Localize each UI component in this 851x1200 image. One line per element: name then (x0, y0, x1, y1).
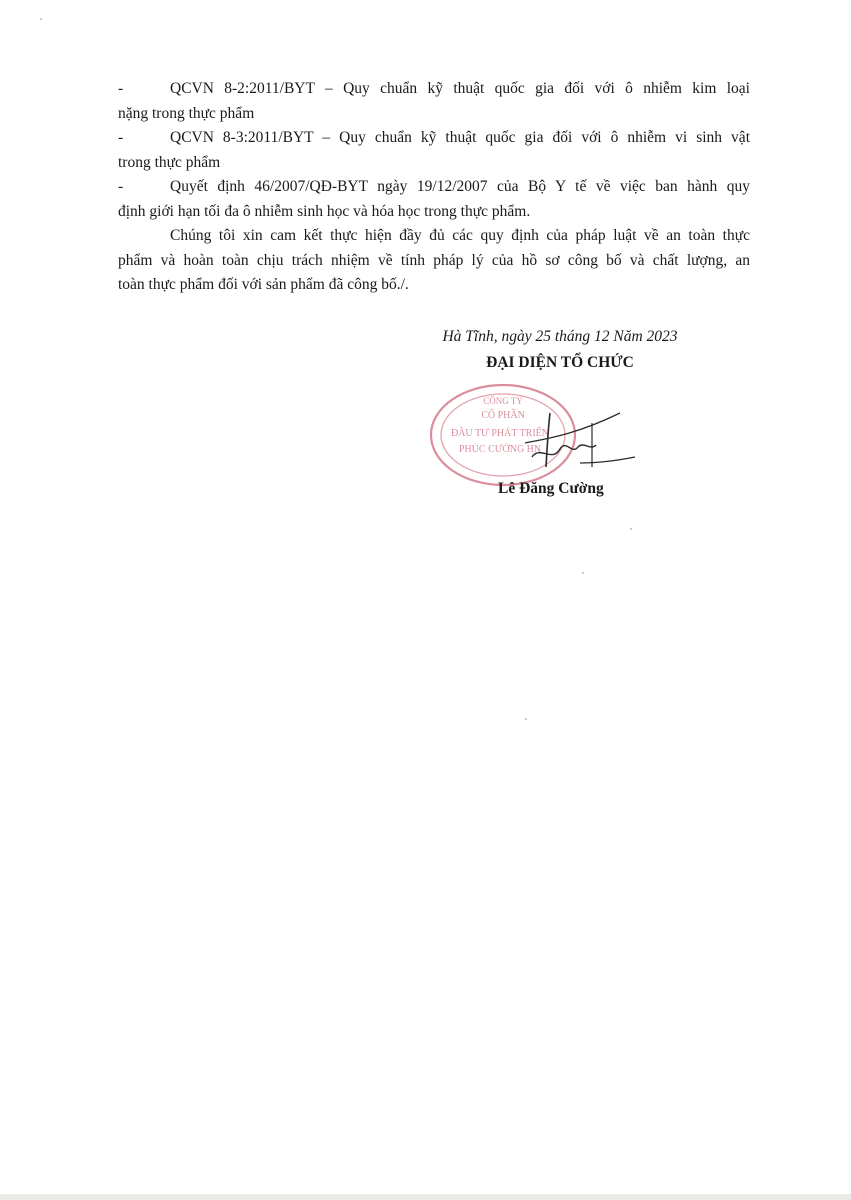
document-body (118, 77, 750, 298)
commitment-line-3: toàn thực phẩm đối với sản phẩm đã công bố./. (118, 276, 409, 293)
list-item-continuation: nặng trong thực phẩm (118, 104, 255, 122)
commitment-paragraph (118, 224, 750, 298)
scan-speck (582, 572, 584, 574)
commitment-line-1: Chúng tôi xin cam kết thực hiện đầy đủ các quy định của pháp luật về an toàn thực (170, 227, 750, 244)
scan-speck (40, 18, 42, 20)
list-item-first-line: QCVN 8-2:2011/BYT – Quy chuẩn kỹ thuật quốc gia đối với ô nhiễm kim loại (170, 80, 750, 97)
list-marker: - (118, 80, 124, 97)
list-item (118, 77, 750, 126)
list-item-continuation: trong thực phẩm (118, 153, 221, 171)
list-item-first-line: QCVN 8-3:2011/BYT – Quy chuẩn kỹ thuật quốc gia đối với ô nhiễm vi sinh vật (170, 129, 750, 146)
list-marker: - (118, 129, 124, 146)
list-item (118, 175, 750, 224)
stamp-line-3: ĐẦU TƯ PHÁT TRIỂN (450, 428, 550, 439)
representative-title: ĐẠI DIỆN TỔ CHỨC (486, 354, 634, 371)
signature-block (400, 326, 720, 374)
stamp-line-1: CÔNG TY (483, 396, 523, 406)
stamp-line-2: CỔ PHẦN (481, 410, 525, 421)
scan-bottom-edge (0, 1194, 851, 1200)
place-date: Hà Tĩnh, ngày 25 tháng 12 Năm 2023 (442, 328, 678, 345)
scan-speck (630, 528, 632, 530)
list-item (118, 126, 750, 175)
scan-speck (525, 718, 527, 720)
list-item-first-line: Quyết định 46/2007/QĐ-BYT ngày 19/12/2007 của Bộ Y tế về việc ban hành quy (170, 178, 750, 195)
commitment-line-2: phẩm và hoàn toàn chịu trách nhiệm về tính pháp lý của hồ sơ công bố và chất lượng, an (118, 251, 750, 269)
signer-name: Lê Đăng Cường (498, 480, 604, 497)
handwritten-signature (520, 405, 640, 475)
list-marker: - (118, 178, 124, 195)
list-item-continuation: định giới hạn tối đa ô nhiễm sinh học và hóa học trong thực phẩm. (118, 202, 531, 220)
stamp-line-4: PHÚC CƯỜNG HN (458, 444, 542, 455)
